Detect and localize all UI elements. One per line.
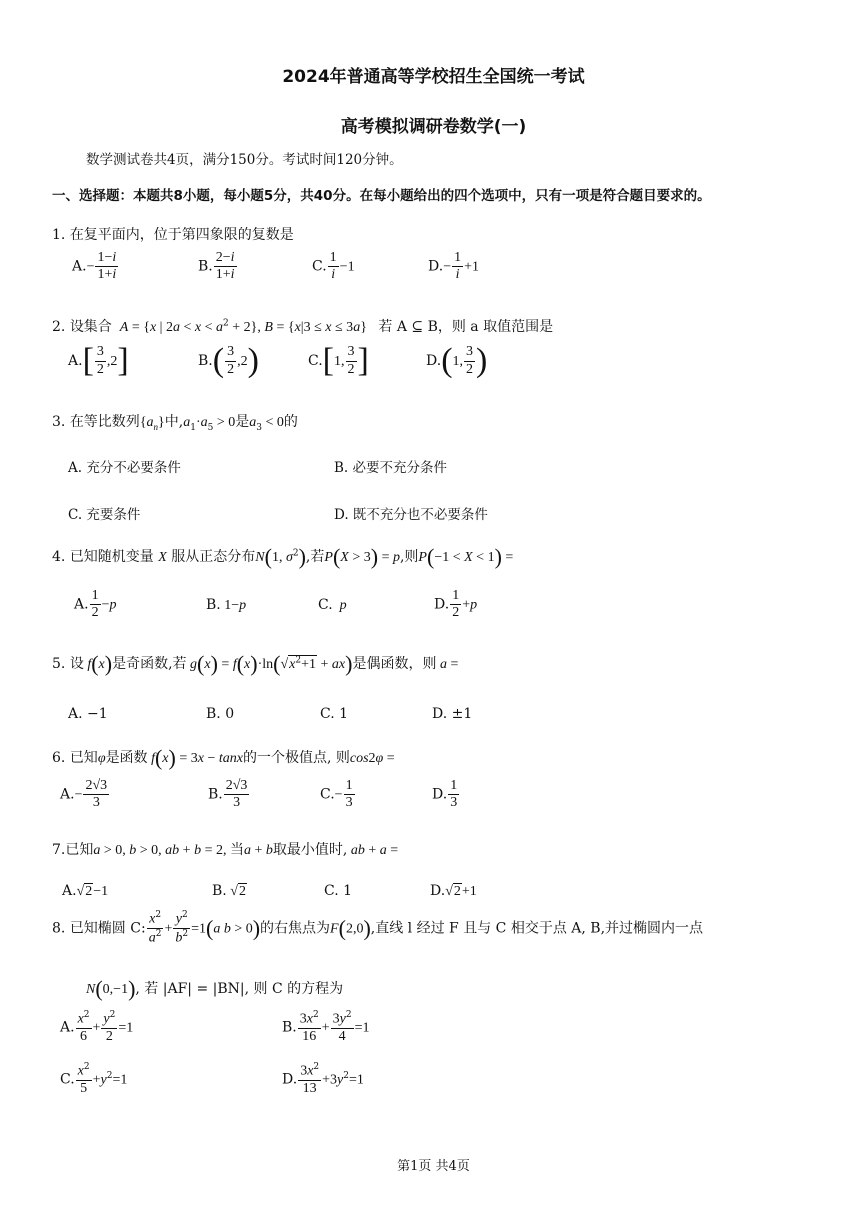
section-heading: 一、选择题：本题共8小题，每小题5分，共40分。在每小题给出的四个选项中，只有一项是符合题目要求的。 <box>52 188 711 204</box>
q8-option-b: B. $\frac{3x^2}{16}$ + $\frac{3y^2}{4}$ =1 <box>282 1010 370 1044</box>
q1-option-b: B. $\frac{2-i}{1+i}$ <box>198 250 235 283</box>
q1-option-d: D.− $\frac{1}{i}$ +1 <box>428 250 479 283</box>
q5-option-a: A. −1 <box>68 706 108 722</box>
q8-option-d: D. $\frac{3x^2}{13}$ $+3y^2=1$ <box>282 1062 364 1096</box>
q3-option-c: C. 充要条件 <box>68 507 141 523</box>
q3-option-a: A. 充分不必要条件 <box>68 460 181 476</box>
q8-option-a: A. $\frac{x^2}{6}$ + $\frac{y^2}{2}$ =1 <box>60 1010 134 1044</box>
q4-option-c: C. p <box>318 597 347 613</box>
q1-option-a: A.− $\frac{1-i}{1+i}$ <box>72 250 117 283</box>
question-1: 1. 在复平面内，位于第四象限的复数是 <box>52 227 294 243</box>
q2-option-c: C.[1, $\frac{3}{2}$ ] <box>308 342 369 379</box>
question-8: 8. 已知椭圆 C: $\frac{x^2}{a^2}$ + $\frac{y^2}{b^2}$ =1(a b > 0)的右焦点为F(2,0),直线 l 经过 F 且与 C 相交于点 A, B,并过椭圆内一点 <box>52 910 704 946</box>
question-6: 6. 已知φ是函数 f(x) = 3x − tanx的一个极值点, 则cos2φ = <box>52 745 395 770</box>
q7-option-b: B. √2 <box>212 883 246 899</box>
q5-option-b: B. 0 <box>206 706 235 722</box>
question-4: 4. 已知随机变量 X 服从正态分布N(1, $\sigma^2$),若P(X > 3) = p,则P(−1 < X < 1) = <box>52 544 514 569</box>
q2-option-b: B.( $\frac{3}{2}$ ,2) <box>198 342 259 379</box>
page-footer: 第1页 共4页 <box>397 1159 470 1174</box>
question-5: 5. 设 f(x)是奇函数,若 $g(x) = f(x)\cdot\ln(√x^2+1 + ax)$是偶函数，则 a = <box>52 651 459 676</box>
q7-option-a: A.√2−1 <box>62 883 109 899</box>
q4-option-a: A. $\frac{1}{2}$ −p <box>74 588 117 621</box>
question-8-line-2: N(0,−1), 若 |AF| = |BN|, 则 C 的方程为 <box>86 976 344 1001</box>
q3-option-b: B. 必要不充分条件 <box>334 460 448 476</box>
q2-option-a: A.[ $\frac{3}{2}$ ,2] <box>68 342 129 379</box>
q6-option-a: A.− $\frac{2√3}{3}$ <box>60 778 108 811</box>
exam-intro: 数学测试卷共4页，满分150分。考试时间120分钟。 <box>86 152 403 168</box>
q4-option-b: B. 1−p <box>206 597 247 613</box>
q8-option-c: C. $\frac{x^2}{5}$ $+y^2=1$ <box>60 1062 128 1096</box>
q1-option-c: C. $\frac{1}{i}$ −1 <box>312 250 355 283</box>
exam-title: 2024年普通高等学校招生全国统一考试 <box>282 67 585 87</box>
q3-option-d: D. 既不充分也不必要条件 <box>334 507 488 523</box>
q6-option-d: D. $\frac{1}{3}$ <box>432 778 458 811</box>
question-2: 2. 设集合 A = {x | $2a < x < a^2 + 2$}, B = {x|3 ≤ x ≤ 3a} 若 A ⊆ B，则 a 取值范围是 <box>52 318 554 335</box>
q6-option-b: B. $\frac{2√3}{3}$ <box>208 778 248 811</box>
q7-option-c: C. 1 <box>324 883 353 899</box>
q6-option-c: C.− $\frac{1}{3}$ <box>320 778 353 811</box>
q4-option-d: D. $\frac{1}{2}$ +p <box>434 588 478 621</box>
q2-option-d: D.(1, $\frac{3}{2}$ ) <box>426 342 488 379</box>
question-3: 3. 在等比数列$\{a_n\}$中$,a_1\cdot a_5 > 0$是$a_3 < 0$的 <box>52 414 298 433</box>
exam-subtitle: 高考模拟调研卷数学(一) <box>340 117 527 137</box>
q5-option-c: C. 1 <box>320 706 349 722</box>
question-7: 7.已知a > 0, b > 0, ab + b = 2, 当a + b取最小值时, ab + a = <box>52 842 399 858</box>
q5-option-d: D. ±1 <box>432 706 473 722</box>
q7-option-d: D.√2+1 <box>430 883 477 899</box>
